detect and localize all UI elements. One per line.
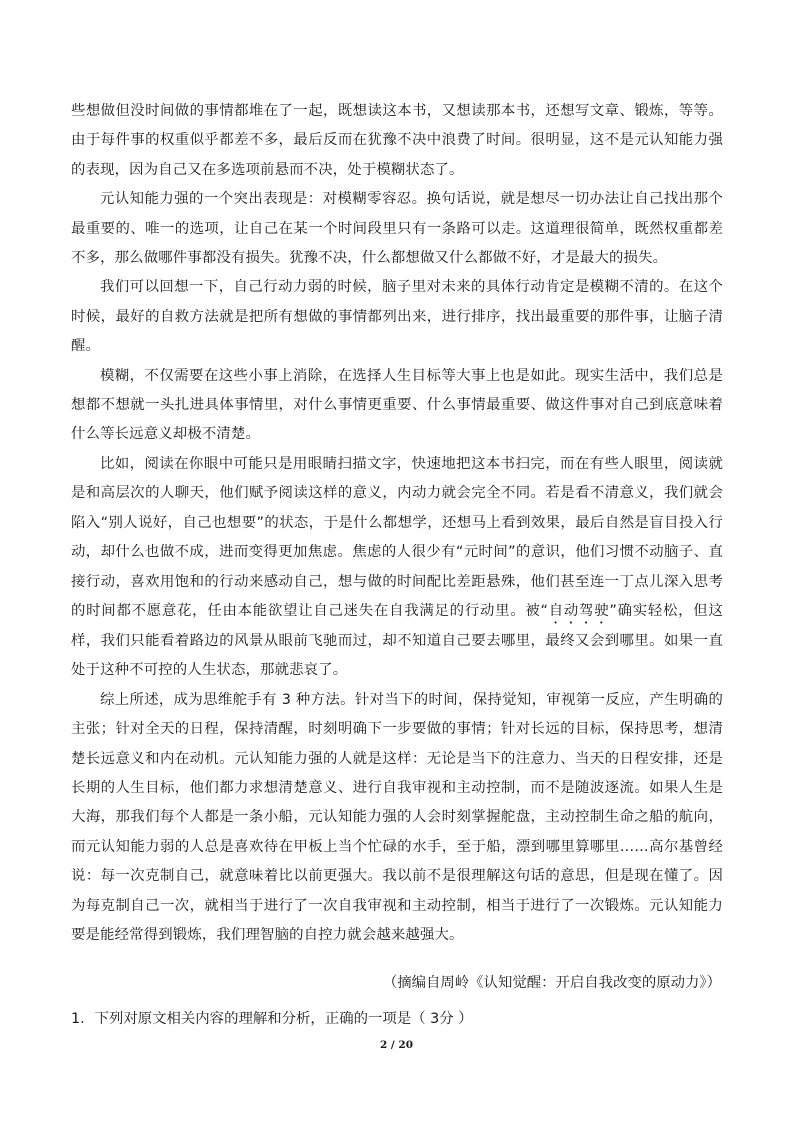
paragraph-6: 综上所述，成为思维舵手有 3 种方法。针对当下的时间，保持觉知，审视第一反应，产生明确的主张；针对全天的日程，保持清醒，时刻明确下一步要做的事情；针对长远的目标，保持思考，想清楚长远意义和内在动机。元认知能力强的人就是这样：无论是当下的注意力、当天的日程安排，还是长期的人生目标，他们都力求想清楚意义、进行自我审视和主动控制，而不是随波逐流。如果人生是大海，那我们每个人都是一条小船，元认知能力强的人会时刻掌握舵盘，主动控制生命之船的航向，而元认知能力弱的人总是喜欢待在甲板上当个忙碌的水手，至于船，漂到哪里算哪里……高尔基曾经说：每一次克制自己，就意味着比以前更强大。我以前不是很理解这句话的意思，但是现在懂了。因为每克制自己一次，就相当于进行了一次自我审视和主动控制，相当于进行了一次锻炼。元认知能力要是能经常得到锻炼，我们理智脑的自控力就会越来越强大。	[71, 691, 723, 943]
page-number: 2 / 20	[379, 1039, 414, 1051]
paragraph-4: 模糊，不仅需要在这些小事上消除，在选择人生目标等大事上也是如此。现实生活中，我们总是想都不想就一头扎进具体事情里，对什么事情更重要、什么事情最重要、做这件事对自己到底意味着什么等长远意义却极不清楚。	[71, 367, 723, 443]
source-citation: （摘编自周岭《认知觉醒：开启自我改变的原动力》）	[382, 975, 721, 991]
paragraph-2: 元认知能力强的一个突出表现是：对模糊零容忍。换句话说，就是想尽一切办法让自己找出那个最重要的、唯一的选项，让自己在某一个时间段里只有一条路可以走。这道理很简单，既然权重都差不多，那么做哪件事都没有损失。犹豫不决，什么都想做又什么都做不好，才是最大的损失。	[71, 191, 723, 267]
paragraph-3: 我们可以回想一下，自己行动力弱的时候，脑子里对未来的具体行动肯定是模糊不清的。在这个时候，最好的自救方法就是把所有想做的事情都列出来，进行排序，找出最重要的那件事，让脑子清醒。	[71, 279, 723, 355]
paragraph-5-text-before: 比如，阅读在你眼中可能只是用眼睛扫描文字，快速地把这本书扫完，而在有些人眼里，阅读就是和高层次的人聊天，他们赋予阅读这样的意义，内动力就会完全不同。若是看不清意义，我们就会陷入“别人说好，自己也想要”的状态，于是什么都想学，还想马上看到效果，最后自然是盲目投入行动，却什么也做不成，进而变得更加焦虑。焦虑的人很少有“元时间”的意识，他们习惯不动脑子、直接行动，喜欢用饱和的行动来感动自己，想与做的时间配比差距悬殊，他们甚至连一丁点儿深入思考的时间都不愿意花，任由本能欲望让自己迷失在自我满足的行动里。被“	[71, 455, 723, 619]
question-1: 1．下列对原文相关内容的理解和分析，正确的一项是（ 3分 ）	[71, 1011, 473, 1027]
paragraph-1: 些想做但没时间做的事情都堆在了一起，既想读这本书，又想读那本书，还想写文章、锻炼，等等。由于每件事的权重似乎都差不多，最后反而在犹豫不决中浪费了时间。很明显，这不是元认知能力强的表现，因为自己又在多选项前悬而不决，处于模糊状态了。	[71, 103, 723, 178]
article-body	[71, 97, 723, 950]
emphasized-term: 自动驾驶	[548, 602, 610, 619]
paragraph-5	[71, 450, 723, 686]
paragraph-5-text-after: ”确实轻松，但这样，我们只能看着路边的风景从眼前飞驰而过，却不知道自己要去哪里，最终又会到哪里。如果一直处于这种不可控的人生状态，那就悲哀了。	[71, 602, 723, 679]
